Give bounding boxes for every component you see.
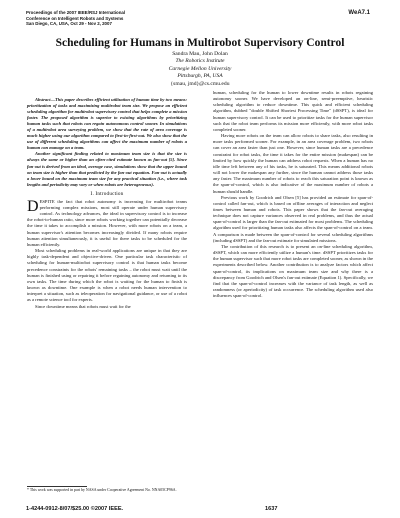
body-paragraph: human, scheduling for the human to lower downtime results in robots regaining autonomy sooner. We have developed an on-line, semi-preemptive, heuristic scheduling algorithm to reduce downtime. This quick and efficient scheduling algorithm, dubbed "double Shifted Shortest Processing Time" (dSSPT), is ideal for human supervisory control. It can be used to prioritize tasks for the human supervisor such that the robot team performs its mission more efficiently, with more robot tasks completed sooner. <box>213 90 373 132</box>
body-paragraph: Having more robots on the team can allow robots to share tasks, also resulting in more tasks performed sooner. For example, in an area coverage problem, two robots can cover an area faster than just one. However, since human tasks are a precedence constraint for robot tasks, the time it takes for the entire mission (makespan) can be limited by how quickly the human can address robot requests. When a human has no idle time left between any of his tasks, he is saturated. This means additional robots will not lower the makespan any further, since the human cannot address those tasks any faster. The maximum number of robots to reach this saturation point is known as the span-of-control, which is also indicative of the maximum number of robots a human should handle. <box>213 133 373 194</box>
isbn-footer: 1-4244-0912-8/07/$25.00 ©2007 IEEE. <box>26 506 124 512</box>
proceedings-line: San Diego, CA, USA, Oct 29 - Nov 2, 2007 <box>26 21 112 27</box>
intro-paragraph: Since downtime means that robots must wait for the <box>35 303 131 309</box>
intro-paragraph <box>27 199 187 248</box>
drop-cap: D <box>27 197 39 215</box>
abstract-paragraph: Abstract—This paper describes efficient utilization of human time by two means: prioritization of tasks and maximizing multirobot team size. We propose an efficient scheduling algorithm for multirobot supervisory control that helps complete a mission faster. The proposed algorithm is superior to existing algorithms by prioritizing human tasks such that robots can regain autonomous control sooner. In simulations of a multirobot area surveying problem, we show that the rate of area coverage is much higher using our algorithm compared to first-in-first-out. We also show that the use of different scheduling algorithms can affect the maximum number of robots a human can manage on a team. <box>27 97 187 151</box>
proceedings-header <box>26 10 125 27</box>
author-names: Sandra Mau, John Dolan <box>172 51 228 57</box>
author-email: {smau, jmd}@cs.cmu.edu <box>170 80 230 87</box>
affiliation-line: Pittsburgh, PA, USA <box>177 73 223 80</box>
affiliation-line: The Robotics Institute <box>175 58 225 65</box>
right-column <box>213 90 373 299</box>
author-block <box>0 51 400 88</box>
page-number: 1637 <box>265 506 278 512</box>
intro-paragraph: Most scheduling problems in real-world applications are unique in that they are highly task-dependent and objective-driven. One particular task characteristic of scheduling for human-multirobot supervisory control is that human tasks become precedence constraints for the robots' remaining tasks – the robot must wait until the human is finished using or repairing it before regaining autonomy and returning to its own tasks. The time during which the robot is waiting for the human to finish is known as downtime. One example is when a robot needs human intervention to interpret a situation, such as teleoperation for navigational guidance, or use of a robot as a remote science tool for experts. <box>27 248 187 303</box>
session-code: WeA7.1 <box>348 10 370 16</box>
footnote: * This work was supported in part by NASA under Cooperative Agreement No. NNA05CP96A. <box>27 488 177 492</box>
intro-text: ESPITE the fact that robot autonomy is increasing for multirobot teams performing complex missions, most still operate under human supervisory control. As technology advances, the ideal in supervisory control is to increase the robot-to-human ratio, since more robots working together can potentially decrease the time it takes to accomplish a mission. However, with more robots on a team, a human supervisor's attention becomes increasingly divided. If many robots require human attention simultaneously, it is useful for there tasks to be scheduled for the human efficiently. <box>27 198 187 247</box>
paper-title: Scheduling for Humans in Multirobot Supervisory Control <box>55 37 345 49</box>
abstract-paragraph: Another significant finding related to maximum team size is that the size is always the same or higher than an often-cited estimate known as fan-out [5]. Since fan-out is derived from an ideal, average case, simulations show that the upper bound on team size is higher than that predicted by the fan-out equation. Fan-out is actually a lower bound on the maximum team size for any practical situation (i.e., where task lengths and periodicity may vary or when robots are heterogeneous). <box>27 151 187 187</box>
left-column <box>27 97 187 310</box>
proceedings-line: Conference on Intelligent Robots and Systems <box>26 15 124 21</box>
section-heading: I. Introduction <box>90 190 124 197</box>
footnote-divider <box>27 486 87 487</box>
proceedings-line: Proceedings of the 2007 IEEE/RSJ International <box>26 10 126 15</box>
affiliation-line: Carnegie Mellon University <box>168 65 232 72</box>
body-paragraph: The contribution of this research is to present an on-line scheduling algorithm, dSSPT, which can more efficiently utilize a human's time. dSSPT prioritizes tasks for the human supervisor such that more robot tasks are completed sooner, as shown in the experiments described below. Another contribution is to analyze factors which affect span-of-control, its implications on maximum team size and why there is a discrepancy from Goodrich and Olsen's fan-out estimate (Equation 1). Specifically, we find that the span-of-control increases with the variance of task length, as well as randomness (or aperiodicity) of task occurrence. The scheduling algorithm used also influences span-of-control. <box>213 243 373 299</box>
body-paragraph: Previous work by Goodrich and Olsen [5] has provided an estimate for span-of-control called fan-out, which is based on offline averages of interaction and neglect times between human and robots. This paper shows that the fan-out averaging technique does not capture variances observed in real problems, and thus the actual span-of-control is larger than the fan-out estimated for most problems. The scheduling algorithm used for prioritizing human tasks also affects the span-of-control on a team. A comparison is made between the span-of-control for several scheduling algorithms (including dSSPT) and the fan-out estimate for simulated missions. <box>213 194 373 243</box>
